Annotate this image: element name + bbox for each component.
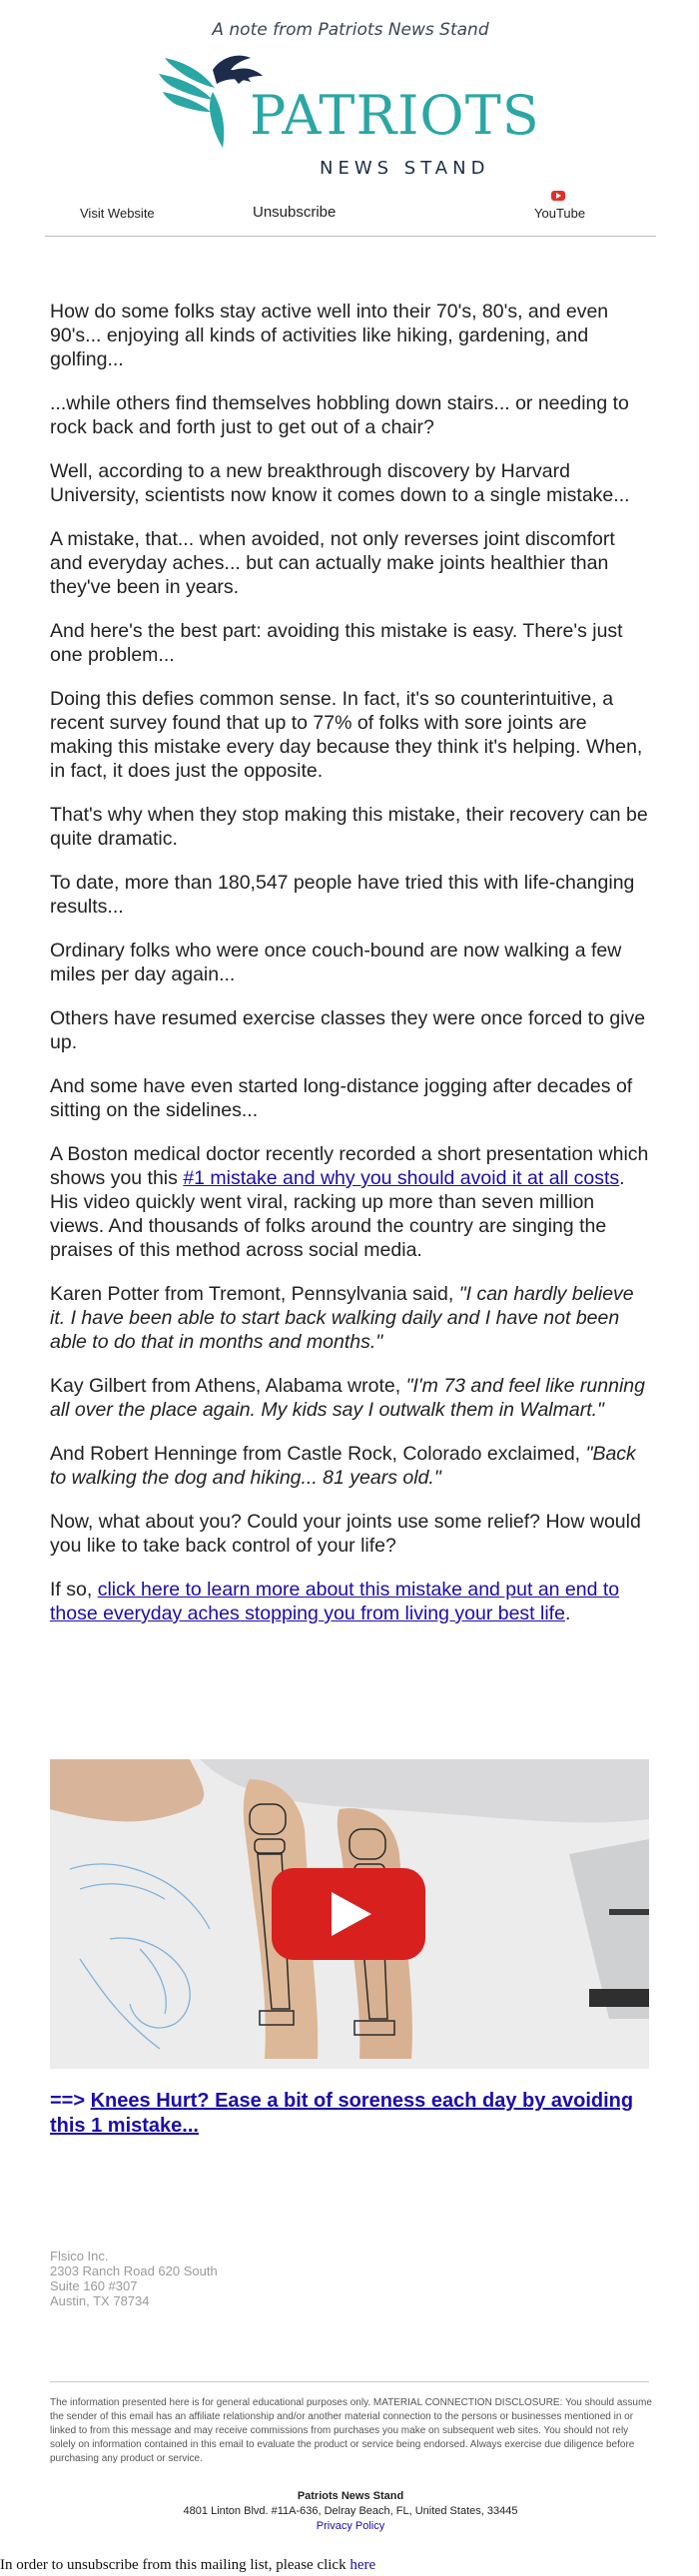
text: . — [564, 1603, 571, 1624]
patriots-logo — [155, 48, 554, 183]
paragraph: Ordinary folks who were once couch-bound are now walking a few miles per day again... — [50, 940, 622, 985]
paragraph: How do some folks stay active well into their 70's, 80's, and even 90's... enjoying all kinds of activities like hiking, gardening, and golfing... — [50, 301, 609, 370]
footer-name: Patriots News Stand — [297, 2490, 404, 2502]
testimonial — [50, 1282, 652, 1354]
address-line: Suite 160 #307 — [50, 2278, 138, 2293]
testimonial-quote: "I'm 73 and feel like running all over the place again. My kids say I outwalk them in Walmart." — [50, 1375, 645, 1421]
paragraph: ...while others find themselves hobbling down stairs... or needing to rock back and forth just to get out of a chair? — [50, 392, 629, 438]
email-body — [50, 300, 652, 1645]
address-line: 2303 Ranch Road 620 South — [50, 2263, 218, 2278]
paragraph — [50, 1578, 652, 1625]
footer-address: 4801 Linton Blvd. #11A-636, Delray Beach, FL, United States, 33445 — [183, 2505, 518, 2517]
unsubscribe-link[interactable]: Unsubscribe — [253, 204, 337, 221]
testimonial — [50, 1374, 652, 1422]
text: . His video quickly went viral, racking up more than seven million views. And thousands of folks around the country are singing the praises of this method across social media. — [50, 1167, 625, 1261]
text: If so, — [50, 1579, 98, 1601]
brand-subtitle: NEWS STAND — [320, 158, 490, 179]
paragraph: That's why when they stop making this mistake, their recovery can be quite dramatic. — [50, 804, 648, 850]
arrow-text: ==> — [50, 2090, 86, 2112]
youtube-link[interactable]: YouTube — [534, 206, 586, 221]
unsubscribe-text: In order to unsubscribe from this mailing list, please click — [0, 2557, 350, 2573]
cta-line — [50, 2089, 649, 2139]
video-thumbnail[interactable] — [50, 1759, 649, 2069]
visit-website-link[interactable]: Visit Website — [80, 206, 155, 221]
paragraph: A mistake, that... when avoided, not only reverses joint discomfort and everyday aches... but can actually make joints healthier than they've been in years. — [50, 528, 615, 598]
text: A Boston medical doctor recently recorded a short presentation which shows you this — [50, 1143, 649, 1189]
cta-link[interactable]: Knees Hurt? Ease a bit of soreness each day by avoiding this 1 mistake... — [50, 2090, 634, 2137]
company-name: Flsico Inc. — [50, 2249, 109, 2263]
paragraph: To date, more than 180,547 people have tried this with life-changing results... — [50, 872, 635, 918]
disclaimer: The information presented here is for general educational purposes only. MATERIAL CONNECTION DISCLOSURE: You should assume the sender of this email has an affiliate relationship and/or another material connection to the persons or businesses mentioned in or linked to from this message and may receive commissions from purchases you make on subsequent web sites. You should not rely solely on information contained in this email to evaluate the product or service being endorsed. Always exercise due diligence before purchasing any product or service. — [50, 2397, 652, 2464]
footer-divider — [50, 2381, 649, 2382]
testimonial-quote: "Back to walking the dog and hiking... 81 years old." — [50, 1443, 636, 1489]
paragraph — [50, 1142, 652, 1262]
paragraph: And some have even started long-distance jogging after decades of sitting on the sidelines... — [50, 1075, 633, 1121]
paragraph: Now, what about you? Could your joints use some relief? How would you like to take back control of your life? — [50, 1511, 641, 1557]
paragraph: Others have resumed exercise classes they were once forced to give up. — [50, 1007, 646, 1053]
testimonial-quote: "I can hardly believe it. I have been able to start back walking daily and I have not been able to do that in months and months." — [50, 1283, 634, 1353]
unsubscribe-here-link[interactable]: here — [350, 2557, 376, 2573]
header-divider — [45, 236, 656, 237]
testimonial — [50, 1442, 652, 1490]
text: Kay Gilbert from Athens, Alabama wrote, — [50, 1375, 406, 1397]
tagline: A note from Patriots News Stand — [212, 20, 489, 40]
paragraph: Doing this defies common sense. In fact, it's so counterintuitive, a recent survey found that up to 77% of folks with sore joints are making this mistake every day because they think it's helping. When, in fact, it does just the opposite. — [50, 688, 643, 782]
footer — [45, 2489, 656, 2534]
brand-name: PATRIOTS — [250, 84, 540, 147]
privacy-policy-link[interactable]: Privacy Policy — [316, 2520, 385, 2532]
text: Karen Potter from Tremont, Pennsylvania said, — [50, 1283, 459, 1305]
text: And Robert Henninge from Castle Rock, Colorado exclaimed, — [50, 1443, 586, 1465]
paragraph: Well, according to a new breakthrough discovery by Harvard University, scientists now know it comes down to a single mistake... — [50, 460, 630, 506]
mailing-address — [50, 2249, 218, 2308]
mistake-video-link[interactable]: #1 mistake and why you should avoid it at all costs — [183, 1167, 620, 1189]
top-nav — [45, 190, 656, 230]
play-button-icon[interactable] — [272, 1868, 425, 1960]
learn-more-link[interactable]: click here to learn more about this mistake and put an end to those everyday aches stopping you from living your best life — [50, 1579, 620, 1624]
unsubscribe-line — [0, 2557, 375, 2574]
address-line: Austin, TX 78734 — [50, 2293, 150, 2308]
youtube-icon[interactable] — [551, 191, 565, 201]
paragraph: And here's the best part: avoiding this mistake is easy. There's just one problem... — [50, 620, 623, 666]
